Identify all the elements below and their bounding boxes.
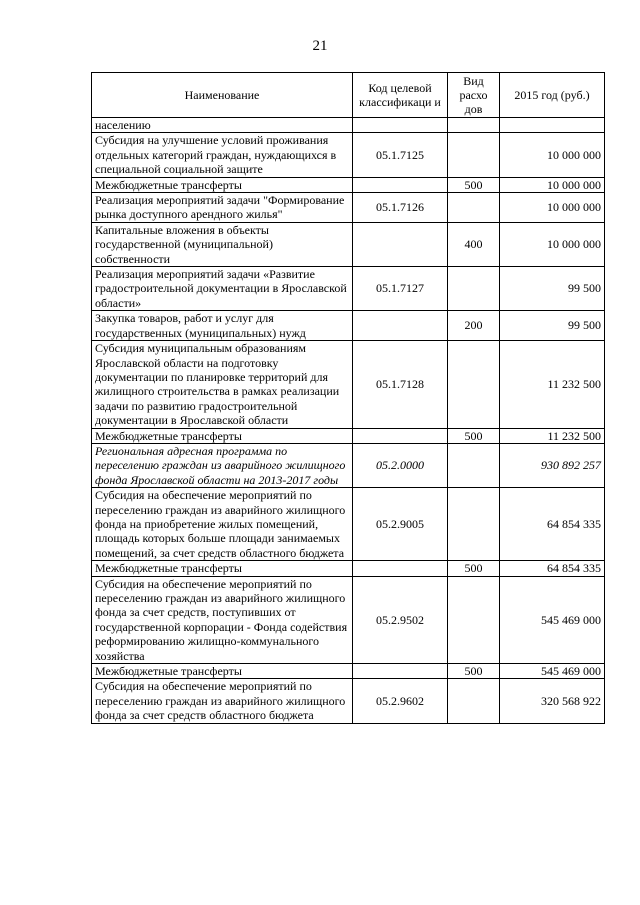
cell-code: 05.2.9005 [353, 488, 448, 561]
table-row-program [92, 443, 605, 487]
budget-table [91, 72, 605, 724]
cell-name: населению [92, 118, 353, 133]
cell-code [353, 428, 448, 443]
cell-type [448, 193, 500, 223]
cell-sum: 10 000 000 [500, 222, 605, 266]
cell-name: Капитальные вложения в объекты государственной (муниципальной) собственности [92, 222, 353, 266]
table-row [92, 341, 605, 428]
table-row [92, 428, 605, 443]
cell-type [448, 118, 500, 133]
cell-name: Реализация мероприятий задачи «Развитие градостроительной документации в Ярославской области» [92, 267, 353, 311]
cell-sum: 11 232 500 [500, 428, 605, 443]
table-row [92, 576, 605, 663]
cell-type: 400 [448, 222, 500, 266]
header-code: Код целевой классификаци и [353, 73, 448, 118]
cell-type [448, 341, 500, 428]
cell-type [448, 576, 500, 663]
table-row [92, 561, 605, 576]
cell-type: 500 [448, 177, 500, 192]
table-row [92, 118, 605, 133]
cell-sum: 545 469 000 [500, 664, 605, 679]
cell-name: Закупка товаров, работ и услуг для государственных (муниципальных) нужд [92, 311, 353, 341]
cell-type: 200 [448, 311, 500, 341]
cell-name: Субсидия на обеспечение мероприятий по переселению граждан из аварийного жилищного фонда за счет средств, поступивших от государственной корпорации - Фонда содействия реформированию жилищно-коммунального хозяйства [92, 576, 353, 663]
cell-sum: 545 469 000 [500, 576, 605, 663]
table-row [92, 311, 605, 341]
header-type: Вид расхо дов [448, 73, 500, 118]
cell-name: Межбюджетные трансферты [92, 561, 353, 576]
cell-code: 05.2.9502 [353, 576, 448, 663]
cell-code: 05.1.7127 [353, 267, 448, 311]
cell-type [448, 488, 500, 561]
header-sum: 2015 год (руб.) [500, 73, 605, 118]
table-header-row [92, 73, 605, 118]
table-row [92, 664, 605, 679]
cell-type [448, 443, 500, 487]
cell-sum: 930 892 257 [500, 443, 605, 487]
cell-name: Субсидия муниципальным образованиям Ярославской области на подготовку документации по планировке территорий для жилищного строительства в рамках реализации задачи по развитию градостроительной документации в Ярославской области [92, 341, 353, 428]
cell-name: Реализация мероприятий задачи "Формирование рынка доступного арендного жилья" [92, 193, 353, 223]
cell-code: 05.1.7126 [353, 193, 448, 223]
cell-name: Субсидия на обеспечение мероприятий по переселению граждан из аварийного жилищного фонда за счет средств областного бюджета [92, 679, 353, 723]
cell-type: 500 [448, 428, 500, 443]
cell-sum: 10 000 000 [500, 193, 605, 223]
cell-sum: 320 568 922 [500, 679, 605, 723]
table-row [92, 488, 605, 561]
cell-code [353, 664, 448, 679]
cell-name: Межбюджетные трансферты [92, 177, 353, 192]
cell-type [448, 267, 500, 311]
cell-code [353, 561, 448, 576]
cell-sum: 64 854 335 [500, 561, 605, 576]
cell-sum: 99 500 [500, 267, 605, 311]
cell-code: 05.1.7125 [353, 133, 448, 177]
cell-sum: 11 232 500 [500, 341, 605, 428]
cell-code [353, 222, 448, 266]
cell-code [353, 177, 448, 192]
cell-sum: 99 500 [500, 311, 605, 341]
cell-name: Межбюджетные трансферты [92, 428, 353, 443]
cell-name: Субсидия на улучшение условий проживания отдельных категорий граждан, нуждающихся в специальной социальной защите [92, 133, 353, 177]
header-name: Наименование [92, 73, 353, 118]
table-row [92, 193, 605, 223]
cell-type [448, 133, 500, 177]
cell-type: 500 [448, 664, 500, 679]
cell-code [353, 118, 448, 133]
table-row [92, 222, 605, 266]
cell-sum: 10 000 000 [500, 133, 605, 177]
cell-type [448, 679, 500, 723]
cell-sum: 10 000 000 [500, 177, 605, 192]
cell-code: 05.1.7128 [353, 341, 448, 428]
table-row [92, 267, 605, 311]
table-row [92, 679, 605, 723]
page-number: 21 [312, 38, 328, 54]
cell-sum: 64 854 335 [500, 488, 605, 561]
cell-name: Межбюджетные трансферты [92, 664, 353, 679]
cell-code [353, 311, 448, 341]
table-row [92, 177, 605, 192]
cell-type: 500 [448, 561, 500, 576]
cell-code: 05.2.0000 [353, 443, 448, 487]
cell-code: 05.2.9602 [353, 679, 448, 723]
table-row [92, 133, 605, 177]
cell-name: Субсидия на обеспечение мероприятий по переселению граждан из аварийного жилищного фонда на приобретение жилых помещений, площадь которых больше площади занимаемых помещений, за счет средств областного бюджета [92, 488, 353, 561]
cell-sum [500, 118, 605, 133]
cell-name: Региональная адресная программа по переселению граждан из аварийного жилищного фонда Ярославской области на 2013-2017 годы [92, 443, 353, 487]
